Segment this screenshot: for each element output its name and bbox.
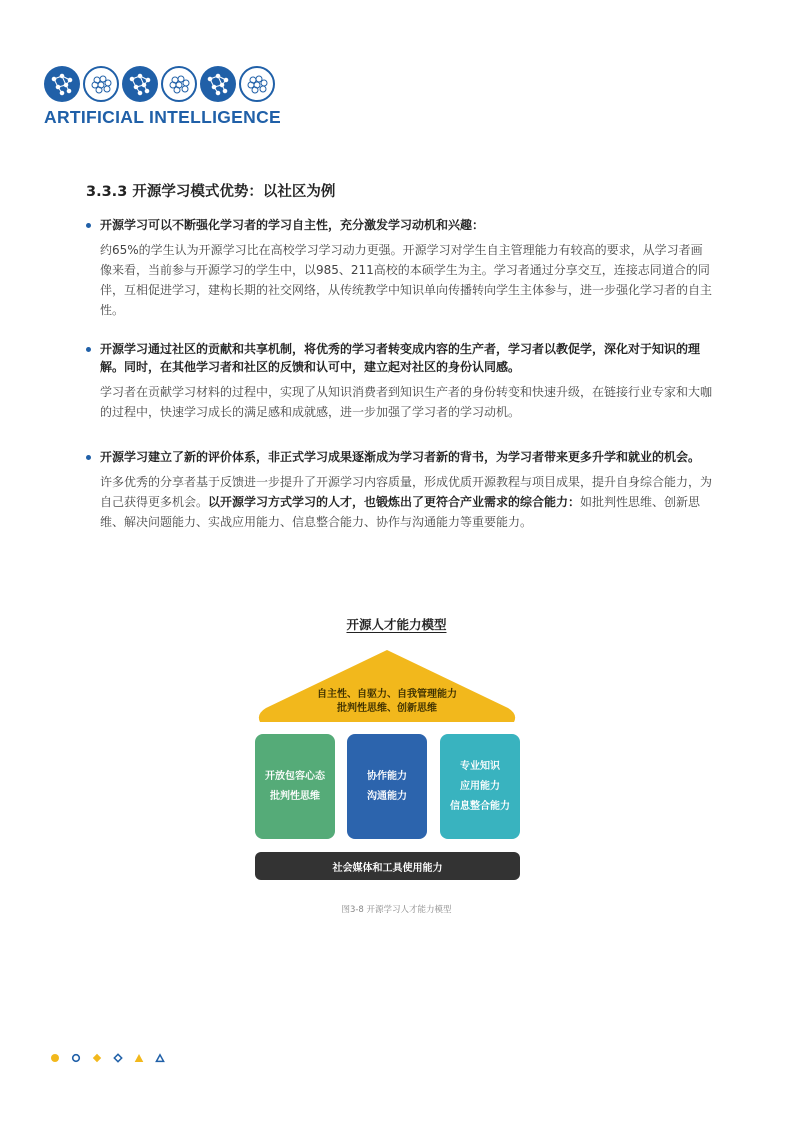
diamond-filled-icon [92,1048,102,1058]
bullet-item [86,340,712,422]
bullet-heading-text: 开源学习建立了新的评价体系，非正式学习成果逐渐成为学习者新的背书，为学习者带来更多升学和就业的机会。 [100,450,701,464]
pillar-line: 批判性思维 [270,790,320,802]
bullet-dot-icon [86,347,91,352]
pillar-line: 开放包容心态 [265,770,325,782]
brain-icon [83,66,119,102]
figure-title: 开源人才能力模型 [346,617,447,632]
bullet-body-text: 许多优秀的分享者基于反馈进一步提升了开源学习内容质量，形成优质开源教程与项目成果，提升自身综合能力，为自己获得更多机会。 [100,475,713,509]
bullet-body: 约65%的学生认为开源学习比在高校学习学习动力更强。开源学习对学生自主管理能力有较高的要求，从学习者画像来看，当前参与开源学习的学生中，以985、211高校的本硕学生为主。学习者通过分享交互，连接志同道合的同伴，互相促进学习，建构长期的社交网络，从传统教学中知识单向传播转向学生主体参与，进一步强化学习者的自主性。 [100,243,713,317]
bullet-heading-text: 开源学习通过社区的贡献和共享机制，将优秀的学习者转变成内容的生产者，学习者以教促学，深化对于知识的理解。同时，在其他学习者和社区的反馈和认可中，建立起对社区的身份认同感。 [100,342,701,374]
circle-filled-icon [50,1048,60,1058]
brain-icon [161,66,197,102]
bullet-heading-text: 开源学习可以不断强化学习者的学习自主性，充分激发学习动机和兴趣： [100,218,485,232]
pillar-line: 沟通能力 [367,790,407,802]
bullet-body [86,472,712,532]
pillar-collaboration [347,734,427,839]
diamond-outline-icon [113,1048,123,1058]
brain-icon [239,66,275,102]
bullet-body: 学习者在贡献学习材料的过程中，实现了从知识消费者到知识生产者的身份转变和快速升级，在链接行业专家和大咖的过程中，快速学习成长的满足感和成就感，进一步加强了学习者的学习动机。 [100,385,713,419]
circle-outline-icon [71,1048,81,1058]
bullet-body-emphasis: 以开源学习方式学习的人才，也锻炼出了更符合产业需求的综合能力： [208,495,581,509]
pillar-expertise [440,734,520,839]
bullet-dot-icon [86,455,91,460]
pillar-openness [255,734,335,839]
bullet-heading [86,216,712,234]
ai-network-icon [122,66,158,102]
pillar-line: 应用能力 [460,780,500,792]
ai-network-icon [44,66,80,102]
section-title: 3.3.3 开源学习模式优势：以社区为例 [86,184,336,200]
bullet-item [86,216,712,320]
pillar-line: 协作能力 [367,770,407,782]
roof-text [256,688,518,716]
triangle-outline-icon [155,1048,165,1058]
bullet-item [86,448,712,532]
ai-network-icon [200,66,236,102]
bullet-body-text: 如批判性思维、创新思维、解决问题能力、实战应用能力、信息整合能力、协作与沟通能力等重要能力。 [100,495,701,529]
figure-caption: 图3-8 开源学习人才能力模型 [341,905,452,915]
bullet-heading [86,340,712,376]
footer-decoration [50,1048,165,1058]
pillar-line: 信息整合能力 [450,800,510,812]
logo-strip [44,66,275,102]
roof-line: 自主性、自驱力、自我管理能力 [317,689,457,700]
bullet-dot-icon [86,223,91,228]
pillar-line: 专业知识 [460,760,500,772]
bullet-heading [86,448,712,466]
roof-line: 批判性思维、创新思维 [337,703,437,714]
brand-title: ARTIFICIAL INTELLIGENCE [44,107,281,127]
triangle-filled-icon [134,1048,144,1058]
base-foundation: 社会媒体和工具使用能力 [255,852,520,880]
